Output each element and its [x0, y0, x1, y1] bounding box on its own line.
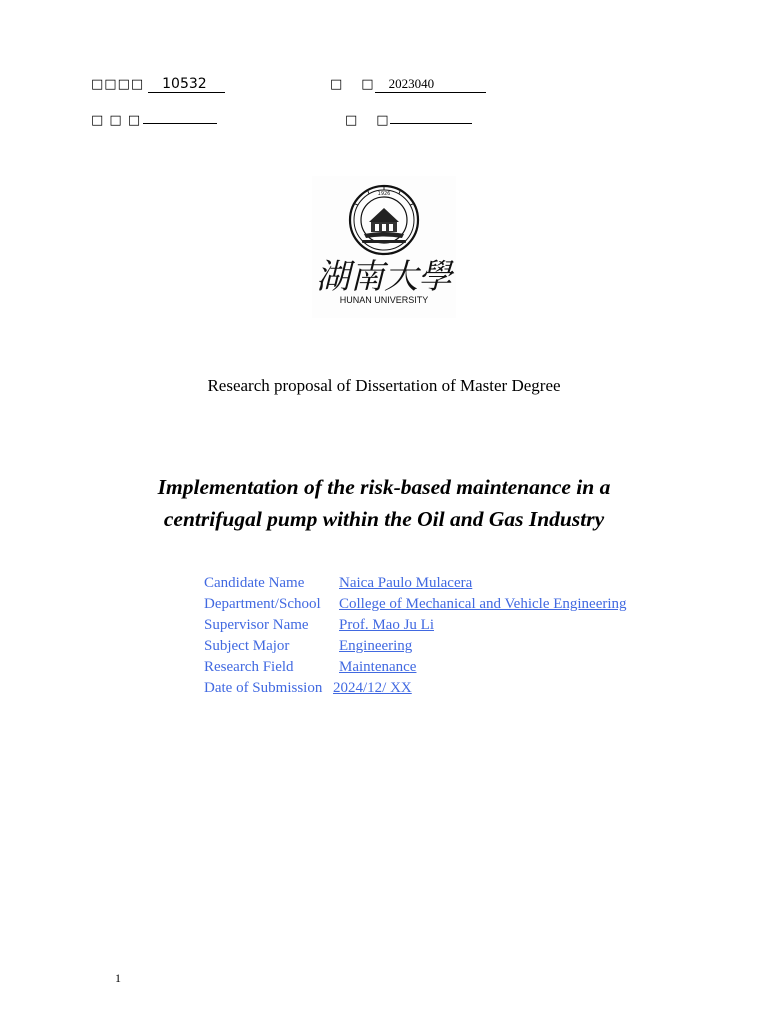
secrecy-blank — [390, 108, 472, 124]
secrecy-label-a: □ — [345, 113, 359, 128]
dissertation-title — [80, 471, 688, 535]
title-line-2: centrifugal pump within the Oil and Gas Industry — [163, 507, 605, 531]
secrecy-label-b: □ — [376, 113, 390, 128]
student-id-label-b: □ — [361, 77, 375, 92]
classification-label: □ □ □ — [91, 113, 142, 128]
candidate-name-value[interactable]: Naica Paulo Mulacera — [339, 575, 473, 591]
submission-date-label: Date of Submission — [204, 680, 323, 696]
supervisor-label: Supervisor Name — [204, 617, 309, 633]
subject-major-value[interactable]: Engineering — [339, 638, 413, 654]
header-school-code — [91, 77, 225, 93]
hunan-university-logo — [312, 176, 456, 318]
student-id-value: 2023040 — [375, 77, 487, 93]
header-student-id — [330, 77, 486, 93]
department-value[interactable]: College of Mechanical and Vehicle Engineering — [339, 596, 627, 612]
title-line-1: Implementation of the risk-based maintenance in a — [157, 475, 611, 499]
page-number: 1 — [115, 971, 121, 985]
header-classification — [91, 108, 217, 128]
research-field-label: Research Field — [204, 659, 294, 675]
research-field-value[interactable]: Maintenance — [339, 659, 417, 675]
department-label: Department/School — [204, 596, 321, 612]
header-secrecy — [345, 108, 472, 128]
school-code-value: 10532 — [148, 77, 225, 93]
classification-blank — [143, 108, 217, 124]
svg-text:1926: 1926 — [377, 191, 391, 197]
university-seal-icon — [312, 176, 456, 318]
logo-english-name: HUNAN UNIVERSITY — [339, 295, 429, 305]
student-id-label-a: □ — [330, 77, 344, 92]
logo-calligraphy: 湖南大學 — [316, 257, 452, 297]
candidate-name-label: Candidate Name — [204, 575, 305, 591]
school-code-label: □□□□ — [91, 77, 145, 92]
submission-date-value[interactable]: 2024/12/ XX — [333, 680, 412, 696]
subject-major-label: Subject Major — [204, 638, 290, 654]
supervisor-value[interactable]: Prof. Mao Ju Li — [339, 617, 434, 633]
proposal-subtitle: Research proposal of Dissertation of Master Degree — [207, 376, 561, 395]
